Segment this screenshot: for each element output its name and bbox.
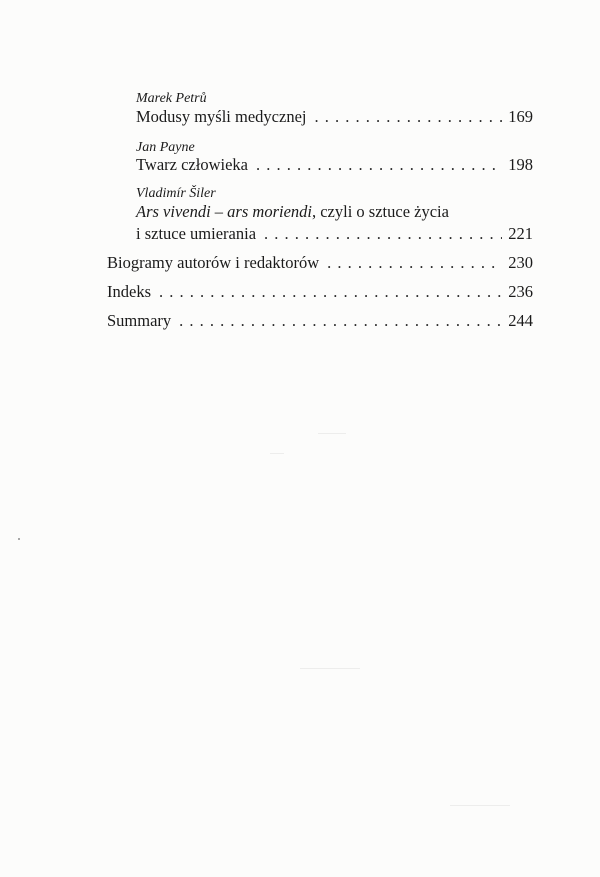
toc-section — [107, 311, 533, 331]
toc-entry — [136, 224, 533, 244]
toc-entry-title-rest: , czyli o sztuce życia — [311, 202, 449, 221]
dot-leader — [179, 311, 502, 331]
toc-entry-title: Twarz człowieka — [136, 155, 248, 174]
toc-section — [107, 282, 533, 302]
toc-entry-title: i sztuce umierania — [136, 224, 257, 243]
toc-entry-title-italic: Ars vivendi – ars moriendi — [136, 202, 312, 221]
toc-entry-author: Marek Petrů — [136, 91, 207, 106]
toc-page-number: 236 — [508, 282, 533, 301]
toc-page-number: 230 — [508, 253, 533, 272]
dot-leader — [314, 107, 502, 127]
dot-leader — [264, 224, 502, 244]
dot-leader — [327, 253, 502, 273]
toc-page-number: 169 — [508, 107, 533, 126]
toc-page-number: 198 — [508, 155, 533, 174]
toc-section-title: Indeks — [107, 282, 151, 301]
toc-page-number: 244 — [508, 311, 533, 330]
toc-entry-author: Vladimír Šiler — [136, 186, 216, 201]
toc-entry-author: Jan Payne — [136, 140, 195, 155]
toc-section-title: Biogramy autorów i redaktorów — [107, 253, 320, 272]
toc-page-number: 221 — [508, 224, 533, 243]
toc-section — [107, 253, 533, 273]
dot-leader — [256, 155, 502, 175]
toc-entry — [136, 107, 533, 127]
dot-leader — [159, 282, 502, 302]
toc-entry — [136, 155, 533, 175]
toc-section-title: Summary — [107, 311, 172, 330]
toc-entry-title-line — [136, 202, 449, 222]
toc-entry-title: Modusy myśli medycznej — [136, 107, 307, 126]
